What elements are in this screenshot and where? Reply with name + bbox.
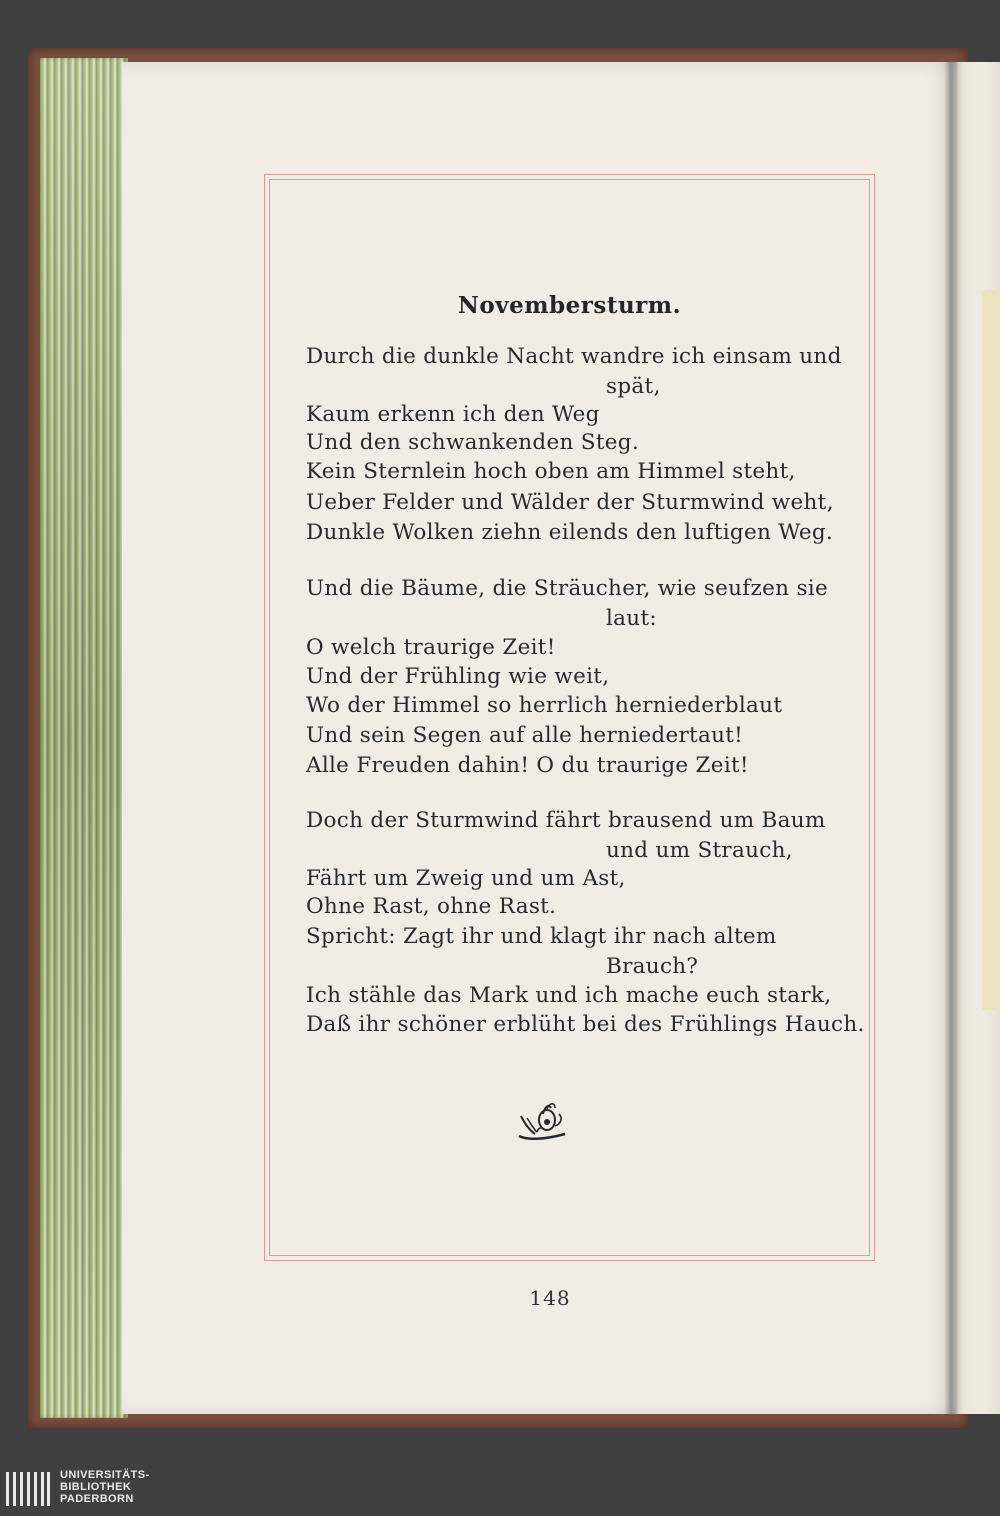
poem-line: O welch traurige Zeit! bbox=[306, 635, 556, 660]
poem-line: Und sein Segen auf alle herniedertaut! bbox=[306, 723, 744, 748]
poem-line: Und den schwankenden Steg. bbox=[306, 430, 639, 455]
poem-line: Fährt um Zweig und um Ast, bbox=[306, 866, 626, 891]
gutter-shadow bbox=[944, 62, 958, 1414]
poem-line: Kaum erkenn ich den Weg bbox=[306, 402, 600, 427]
page-number: 148 bbox=[529, 1286, 571, 1310]
poem-line: und um Strauch, bbox=[606, 838, 793, 863]
poem-line: Ueber Felder und Wälder der Sturmwind weht, bbox=[306, 490, 834, 515]
poem-line: Kein Sternlein hoch oben am Himmel steht, bbox=[306, 459, 796, 484]
poem-line: Spricht: Zagt ihr und klagt ihr nach altem bbox=[306, 924, 777, 949]
floral-ornament-icon bbox=[513, 1096, 573, 1146]
poem-line: Und der Frühling wie weit, bbox=[306, 664, 610, 689]
footer-bar bbox=[0, 1466, 1000, 1516]
poem-line: Und die Bäume, die Sträucher, wie seufzen sie bbox=[306, 576, 828, 601]
next-page-strip bbox=[982, 290, 1000, 1010]
poem-line: spät, bbox=[606, 374, 661, 399]
poem-line: Durch die dunkle Nacht wandre ich einsam und bbox=[306, 344, 842, 369]
poem-line: Brauch? bbox=[606, 954, 699, 979]
logo-text-line2: BIBLIOTHEK bbox=[60, 1481, 132, 1493]
poem-title: Novembersturm. bbox=[457, 292, 682, 319]
poem-line: Daß ihr schöner erblüht bei des Frühlings Hauch. bbox=[306, 1012, 865, 1037]
poem-line: laut: bbox=[606, 606, 657, 631]
library-logo-icon bbox=[6, 1472, 50, 1506]
logo-text-line1: UNIVERSITÄTS- bbox=[60, 1469, 150, 1481]
poem-line: Alle Freuden dahin! O du traurige Zeit! bbox=[306, 753, 749, 778]
logo-text-line3: PADERBORN bbox=[60, 1493, 134, 1505]
poem-line: Dunkle Wolken ziehn eilends den luftigen Weg. bbox=[306, 520, 834, 545]
poem-line: Wo der Himmel so herrlich herniederblaut bbox=[306, 693, 783, 718]
poem-line: Doch der Sturmwind fährt brausend um Baum bbox=[306, 808, 826, 833]
poem-line: Ich stähle das Mark und ich mache euch stark, bbox=[306, 983, 832, 1008]
poem-line: Ohne Rast, ohne Rast. bbox=[306, 894, 557, 919]
